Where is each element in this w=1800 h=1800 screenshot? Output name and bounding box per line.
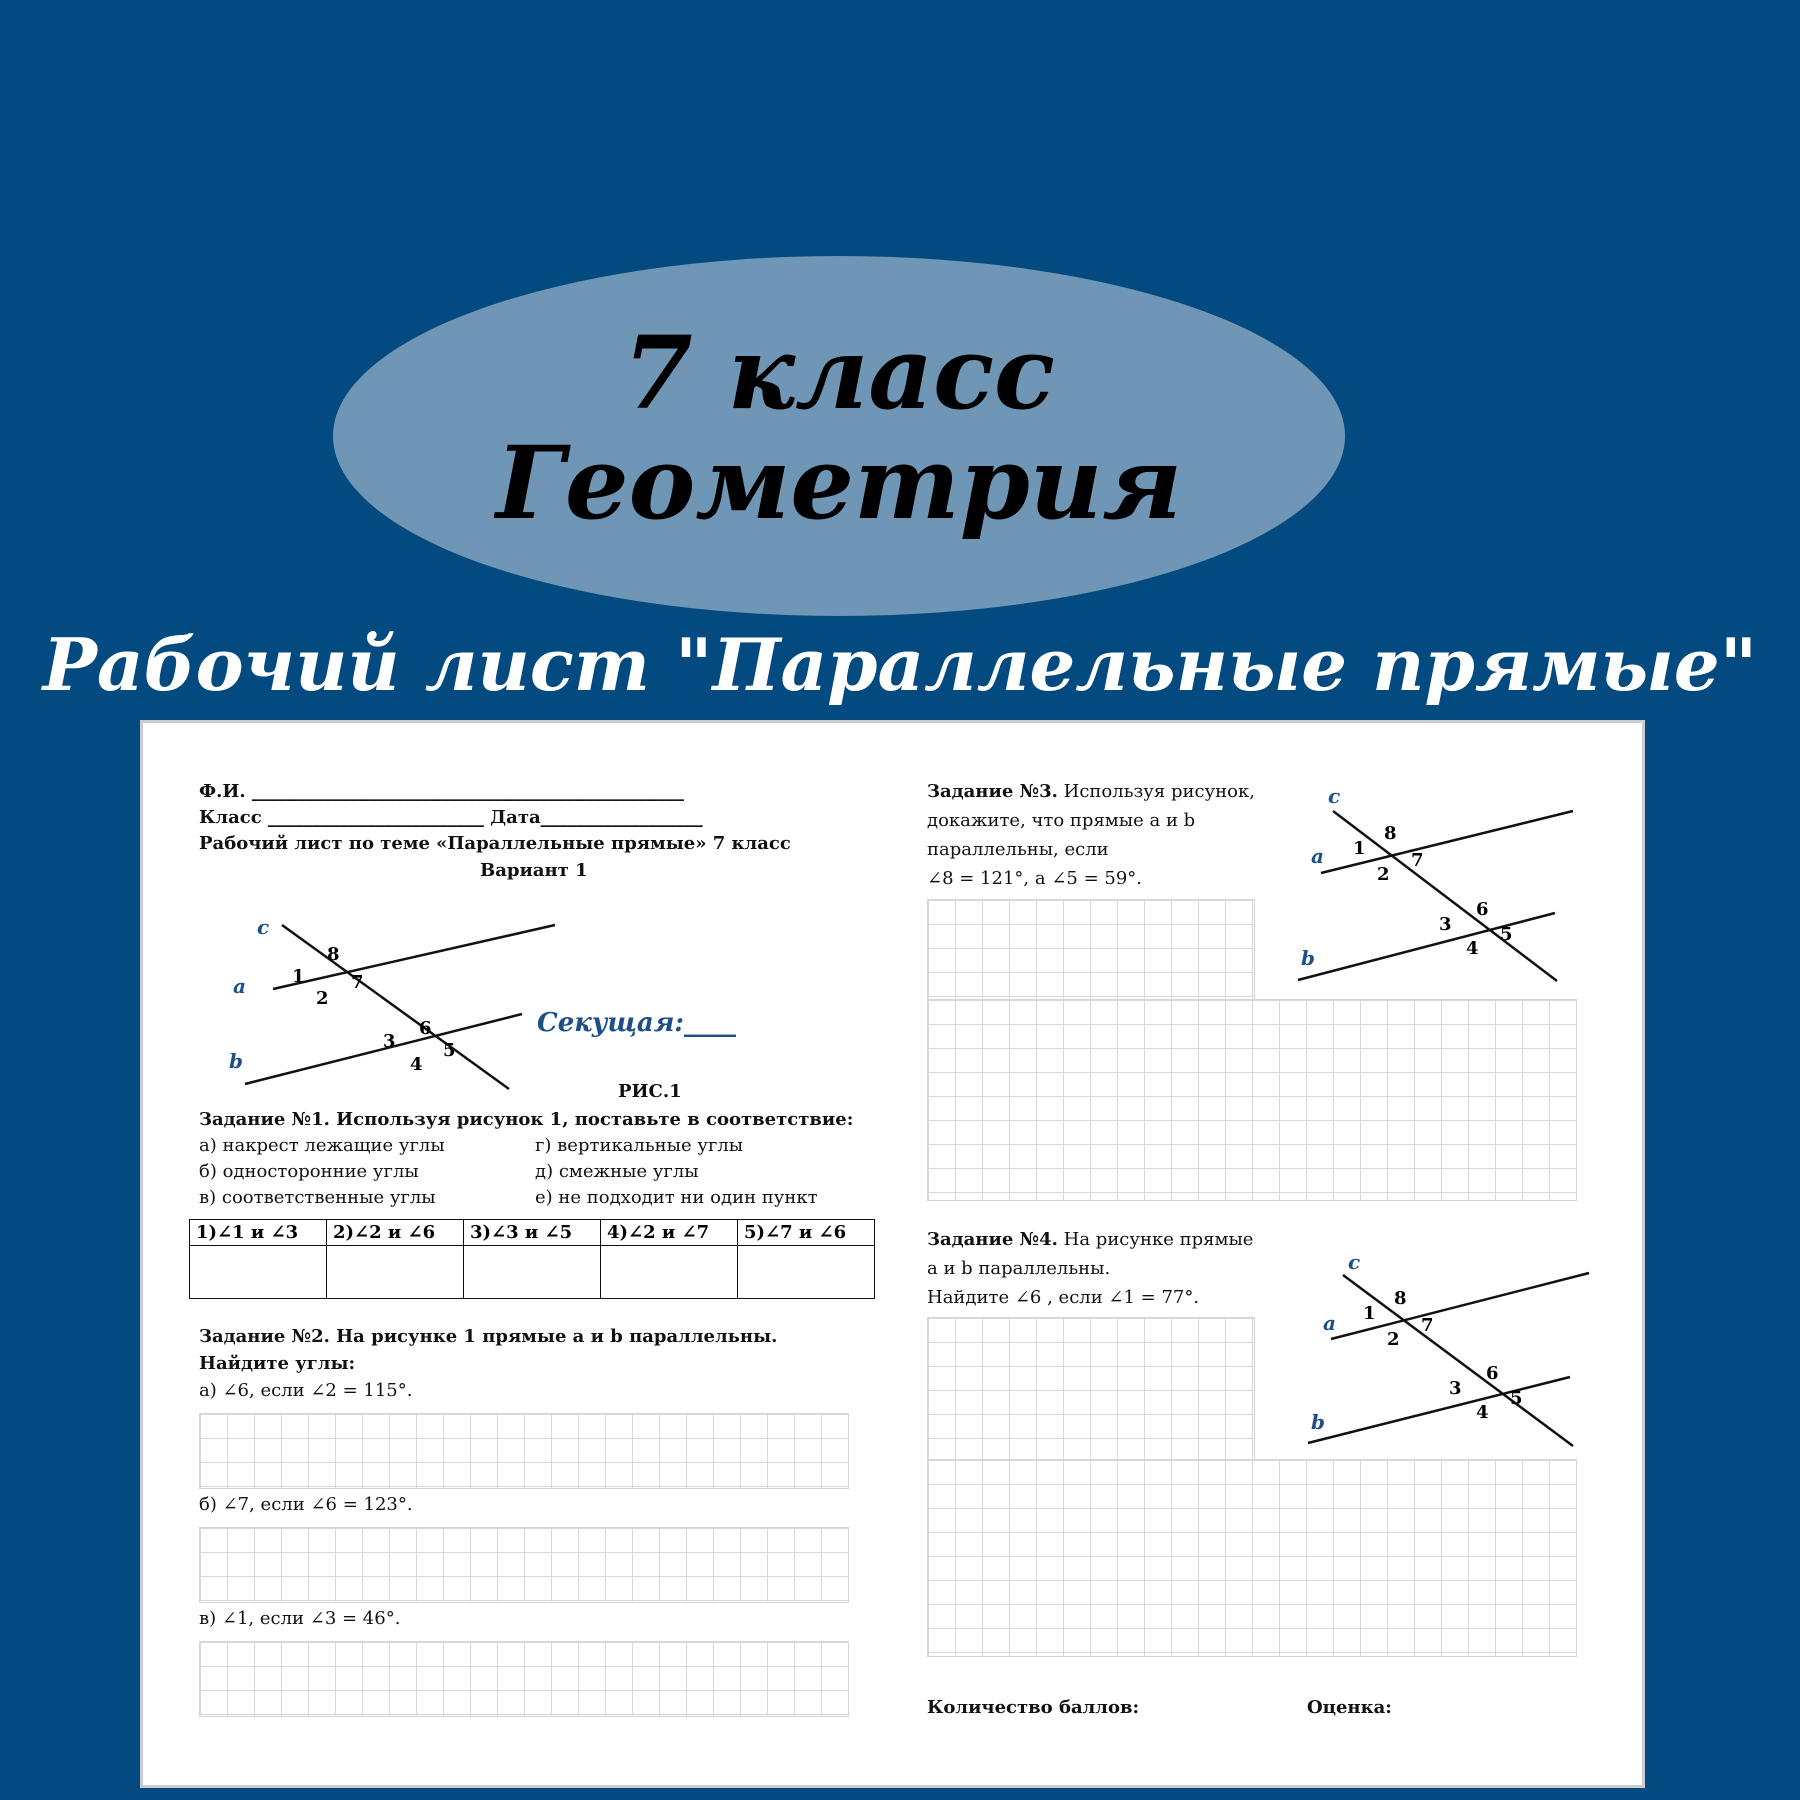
figure-1 bbox=[183, 883, 483, 1083]
task4-angle-8: 8 bbox=[1394, 1288, 1407, 1309]
answer-cell-1[interactable] bbox=[190, 1246, 327, 1299]
angle-2-label: 2 bbox=[316, 988, 329, 1009]
answer-cell-4[interactable] bbox=[601, 1246, 738, 1299]
table-header-5: 5)∠7 и ∠6 bbox=[738, 1220, 875, 1246]
task4-line-b-label: b bbox=[1311, 1410, 1325, 1434]
task4-title: Задание №4. bbox=[927, 1229, 1058, 1250]
task4-line3: Найдите ∠6 , если ∠1 = 77°. bbox=[927, 1287, 1200, 1308]
line-b-label: b bbox=[229, 1049, 243, 1073]
table-header-1: 1)∠1 и ∠3 bbox=[190, 1220, 327, 1246]
worksheet-page bbox=[140, 720, 1645, 1788]
angle-7-label: 7 bbox=[351, 972, 364, 993]
angle-6-label: 6 bbox=[419, 1018, 432, 1039]
task2-grid-b[interactable] bbox=[199, 1527, 849, 1603]
task3-grid[interactable] bbox=[927, 999, 1577, 1201]
task3-line-a-label: a bbox=[1311, 844, 1324, 868]
task3-title: Задание №3. bbox=[927, 781, 1058, 802]
task4-line2: a и b параллельны. bbox=[927, 1258, 1111, 1279]
task3-text-1: Используя рисунок, bbox=[1063, 781, 1255, 802]
table-header-4: 4)∠2 и ∠7 bbox=[601, 1220, 738, 1246]
task3-line-b-label: b bbox=[1301, 946, 1315, 970]
task4-line1 bbox=[927, 1229, 1253, 1251]
task3-angle-1: 1 bbox=[1353, 838, 1366, 859]
answer-cell-3[interactable] bbox=[464, 1246, 601, 1299]
task2-title: Задание №2. На рисунке 1 прямые a и b параллельны. bbox=[199, 1326, 778, 1347]
task3-line3: параллельны, если bbox=[927, 839, 1109, 860]
task1-answer-table bbox=[189, 1219, 875, 1299]
angle-8-label: 8 bbox=[327, 944, 340, 965]
task2-item-b: б) ∠7, если ∠6 = 123°. bbox=[199, 1494, 413, 1515]
angle-1-label: 1 bbox=[292, 966, 305, 987]
task4-grid[interactable] bbox=[927, 1459, 1577, 1657]
task1-option-a: а) накрест лежащие углы bbox=[199, 1135, 445, 1156]
task3-angle-2: 2 bbox=[1377, 864, 1390, 885]
table-header-3: 3)∠3 и ∠5 bbox=[464, 1220, 601, 1246]
table-header-2: 2)∠2 и ∠6 bbox=[327, 1220, 464, 1246]
task2-item-a: а) ∠6, если ∠2 = 115°. bbox=[199, 1380, 413, 1401]
task3-line4: ∠8 = 121°, а ∠5 = 59°. bbox=[927, 868, 1142, 889]
task3-angle-8: 8 bbox=[1384, 823, 1397, 844]
line-c-label: c bbox=[257, 915, 270, 939]
task3-line2: докажите, что прямые a и b bbox=[927, 810, 1196, 831]
task4-line-c-label: c bbox=[1348, 1250, 1361, 1274]
task1-option-d: д) смежные углы bbox=[535, 1161, 699, 1182]
task4-angle-3: 3 bbox=[1449, 1378, 1462, 1399]
grade-label: Оценка: bbox=[1307, 1697, 1392, 1718]
task1-option-b: б) односторонние углы bbox=[199, 1161, 419, 1182]
task2-grid-v[interactable] bbox=[199, 1641, 849, 1717]
answer-cell-5[interactable] bbox=[738, 1246, 875, 1299]
task1-option-v: в) соответственные углы bbox=[199, 1187, 436, 1208]
task1-title: Задание №1. Используя рисунок 1, поставьте в соответствие: bbox=[199, 1109, 854, 1130]
task4-angle-2: 2 bbox=[1387, 1329, 1400, 1350]
grade-title: 7 класс bbox=[623, 314, 1055, 432]
task4-angle-4: 4 bbox=[1476, 1402, 1489, 1423]
score-label: Количество баллов: bbox=[927, 1697, 1140, 1718]
angle-3-label: 3 bbox=[383, 1031, 396, 1052]
figure-task4 bbox=[1303, 1250, 1583, 1453]
task4-line-a-label: a bbox=[1323, 1311, 1336, 1335]
task2-grid-a[interactable] bbox=[199, 1413, 849, 1489]
class-date-line: Класс ________________________ Дата__________________ bbox=[199, 807, 703, 828]
task4-text-1: На рисунке прямые bbox=[1063, 1229, 1254, 1250]
worksheet-header: Рабочий лист по теме «Параллельные прямые» 7 класс bbox=[199, 833, 791, 854]
task4-angle-5: 5 bbox=[1510, 1388, 1523, 1409]
task1-option-e: е) не подходит ни один пункт bbox=[535, 1187, 818, 1208]
subject-title: Геометрия bbox=[495, 424, 1183, 542]
worksheet-subtitle: Рабочий лист "Параллельные прямые" bbox=[42, 622, 1758, 707]
task3-grid-top[interactable] bbox=[927, 899, 1255, 1001]
task3-line-c-label: c bbox=[1328, 784, 1341, 808]
answer-cell-2[interactable] bbox=[327, 1246, 464, 1299]
task4-grid-top[interactable] bbox=[927, 1317, 1255, 1461]
secant-label: Секущая:____ bbox=[537, 1008, 737, 1038]
fio-line: Ф.И. ________________________________________________ bbox=[199, 781, 684, 802]
task3-angle-3: 3 bbox=[1439, 914, 1452, 935]
task3-line1 bbox=[927, 781, 1255, 803]
line-a-label: a bbox=[233, 974, 246, 998]
figure-caption: РИС.1 bbox=[618, 1081, 682, 1102]
task1-option-g: г) вертикальные углы bbox=[535, 1135, 744, 1156]
task3-angle-4: 4 bbox=[1466, 938, 1479, 959]
task2-item-v: в) ∠1, если ∠3 = 46°. bbox=[199, 1608, 401, 1629]
task4-angle-7: 7 bbox=[1421, 1315, 1434, 1336]
task3-angle-7: 7 bbox=[1411, 850, 1424, 871]
angle-4-label: 4 bbox=[410, 1054, 423, 1075]
angle-5-label: 5 bbox=[443, 1040, 456, 1061]
task3-angle-5: 5 bbox=[1500, 924, 1513, 945]
task2-subtitle: Найдите углы: bbox=[199, 1353, 356, 1374]
figure-task3 bbox=[1293, 783, 1573, 983]
variant-label: Вариант 1 bbox=[480, 860, 588, 881]
task4-angle-1: 1 bbox=[1363, 1303, 1376, 1324]
task4-angle-6: 6 bbox=[1486, 1363, 1499, 1384]
task3-angle-6: 6 bbox=[1476, 899, 1489, 920]
